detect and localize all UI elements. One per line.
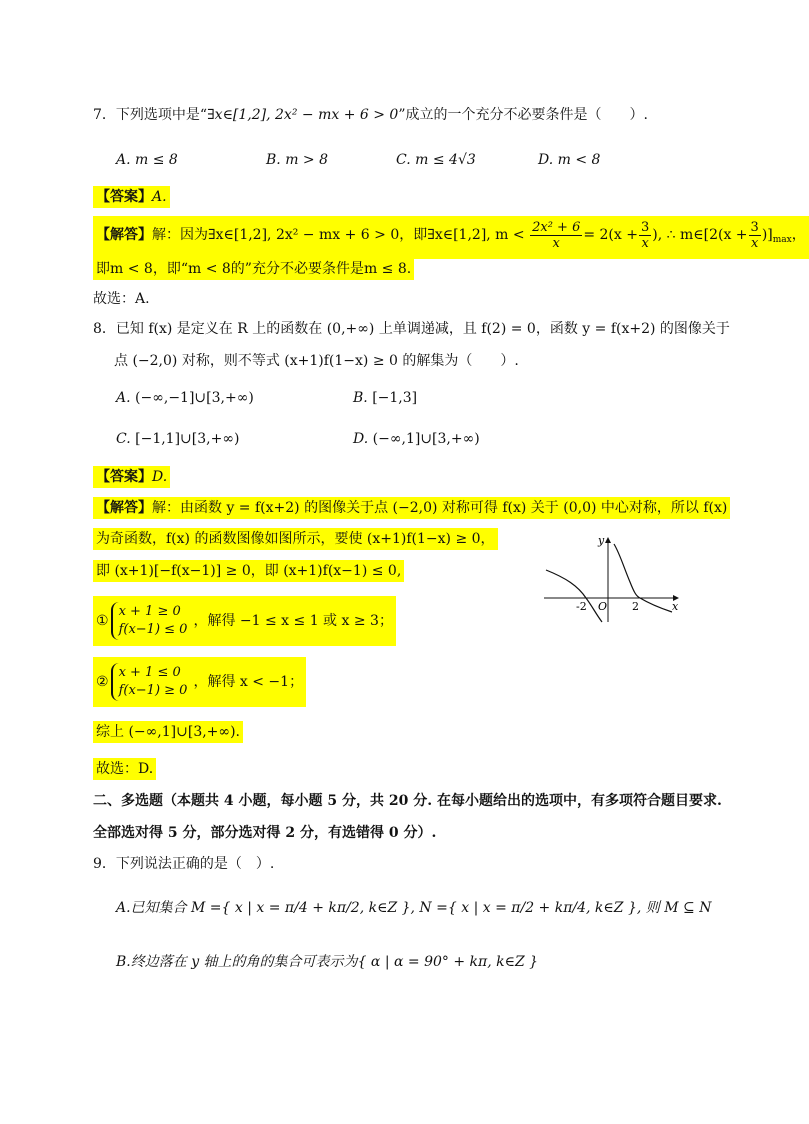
q7-conclusion: 故选：A. — [93, 291, 150, 307]
q8-option-d: D. (−∞,1]∪[3,+∞) — [353, 431, 480, 447]
q7-stem-suffix: ”成立的一个充分不必要条件是（ ）. — [398, 107, 648, 123]
q7-answer-value: A. — [152, 189, 167, 205]
q8-solution-line3: 即 (x+1)[−f(x−1)] ≥ 0，即 (x+1)f(x−1) ≤ 0, — [93, 560, 404, 582]
q8-function-graph — [536, 534, 686, 624]
q8-case-2: ② x + 1 ≤ 0 f(x−1) ≥ 0 ，解得 x < −1； — [93, 657, 306, 707]
graph-tick-pos: 2 — [632, 600, 639, 613]
q9-set-m: { x | x = π/4 + kπ/2, k∈Z } — [221, 900, 411, 916]
q8-case2-system: x + 1 ≤ 0 f(x−1) ≥ 0 — [111, 663, 192, 701]
q7-solution-line2: 即m < 8，即“m < 8的”充分不必要条件是m ≤ 8. — [93, 258, 414, 280]
q8-answer-label: 【答案】 — [96, 469, 152, 485]
graph-x-label: x — [672, 600, 679, 613]
q8-stem-line1: 8．已知 f(x) 是定义在 R 上的函数在 (0,+∞) 上单调递减，且 f(2) = 0，函数 y = f(x+2) 的图像关于 — [93, 321, 730, 337]
graph-curve-left — [546, 570, 602, 622]
section2-heading-line2: 全部选对得 5 分，部分选对得 2 分，有选错得 0 分）. — [93, 825, 437, 841]
q7-stem — [93, 104, 648, 126]
q7-answer — [93, 186, 170, 208]
q9-option-b: B.终边落在 y 轴上的角的集合可表示为{ α | α = 90° + kπ, k∈Z } — [116, 947, 538, 977]
q9-set-n: { x | x = π/2 + kπ/4, k∈Z } — [447, 900, 637, 916]
q7-fraction-2: $\frac{3}{x}$ — [640, 219, 650, 251]
q7-stem-math: ∃x∈[1,2], 2x² − mx + 6 > 0 — [207, 107, 399, 123]
q8-solution-label: 【解答】 — [96, 500, 152, 516]
q8-case-1: ① x + 1 ≥ 0 f(x−1) ≤ 0 ，解得 −1 ≤ x ≤ 1 或 x ≥ 3； — [93, 596, 396, 646]
q9-set-alpha: { α | α = 90° + kπ, k∈Z } — [357, 954, 539, 970]
q7-stem-prefix: 7．下列选项中是“ — [93, 107, 208, 123]
q8-solution-line1: 【解答】解：由函数 y = f(x+2) 的图像关于点 (−2,0) 对称可得 f(x) 关于 (0,0) 中心对称，所以 f(x) — [93, 497, 730, 519]
q9-option-a: A.已知集合 M ={ x | x = π/4 + kπ/2, k∈Z }, N ={ x | x = π/2 + kπ/4, k∈Z }, 则 M ⊆ N — [116, 893, 711, 923]
q7-solution-line1: 【解答】解：因为∃x∈[1,2], 2x² − mx + 6 > 0，即∃x∈[1,2], m < $\frac{\text{2x² + 6}}{x}$ = 2(x + $\frac{3}{x}$ ), ∴ m∈[2(x + $\frac{3}{x}$ )]$_{max}$， — [93, 216, 809, 259]
q7-solution-label: 【解答】 — [96, 227, 152, 243]
q7-answer-label: 【答案】 — [96, 189, 152, 205]
q7-option-a: A. m ≤ 8 — [116, 152, 178, 168]
q8-answer — [93, 466, 170, 488]
section2-heading-line1: 二、多选题（本题共 4 小题，每小题 5 分，共 20 分. 在每小题给出的选项中，有多项符合题目要求. — [93, 793, 722, 809]
q8-stem-line2: 点 (−2,0) 对称，则不等式 (x+1)f(1−x) ≥ 0 的解集为（ ）. — [114, 353, 519, 369]
q8-option-c: C. [−1,1]∪[3,+∞) — [116, 431, 240, 447]
q7-option-b: B. m > 8 — [266, 152, 329, 168]
graph-y-label: y — [598, 534, 605, 547]
q8-option-b: B. [−1,3] — [353, 390, 418, 406]
q7-option-d: D. m < 8 — [538, 152, 601, 168]
graph-origin-label: O — [598, 600, 608, 613]
q8-answer-value: D. — [152, 469, 168, 485]
q8-option-a: A. (−∞,−1]∪[3,+∞) — [116, 390, 254, 406]
q9-stem: 9．下列说法正确的是（ ）. — [93, 856, 275, 872]
q8-conclusion: 故选：D. — [93, 758, 156, 780]
graph-curve-right — [614, 544, 672, 612]
graph-tick-neg: -2 — [576, 600, 587, 613]
q8-case1-system: x + 1 ≥ 0 f(x−1) ≤ 0 — [111, 602, 192, 640]
q7-fraction-3: $\frac{3}{x}$ — [750, 219, 759, 251]
q7-option-c: C. m ≤ 4√3 — [396, 152, 476, 168]
q7-fraction-1: $\frac{\text{2x² + 6}}{x}$ — [532, 219, 581, 251]
q8-summary: 综上 (−∞,1]∪[3,+∞). — [93, 721, 243, 743]
q8-solution-line2: 为奇函数，f(x) 的函数图像如图所示，要使 (x+1)f(1−x) ≥ 0， — [93, 528, 498, 550]
